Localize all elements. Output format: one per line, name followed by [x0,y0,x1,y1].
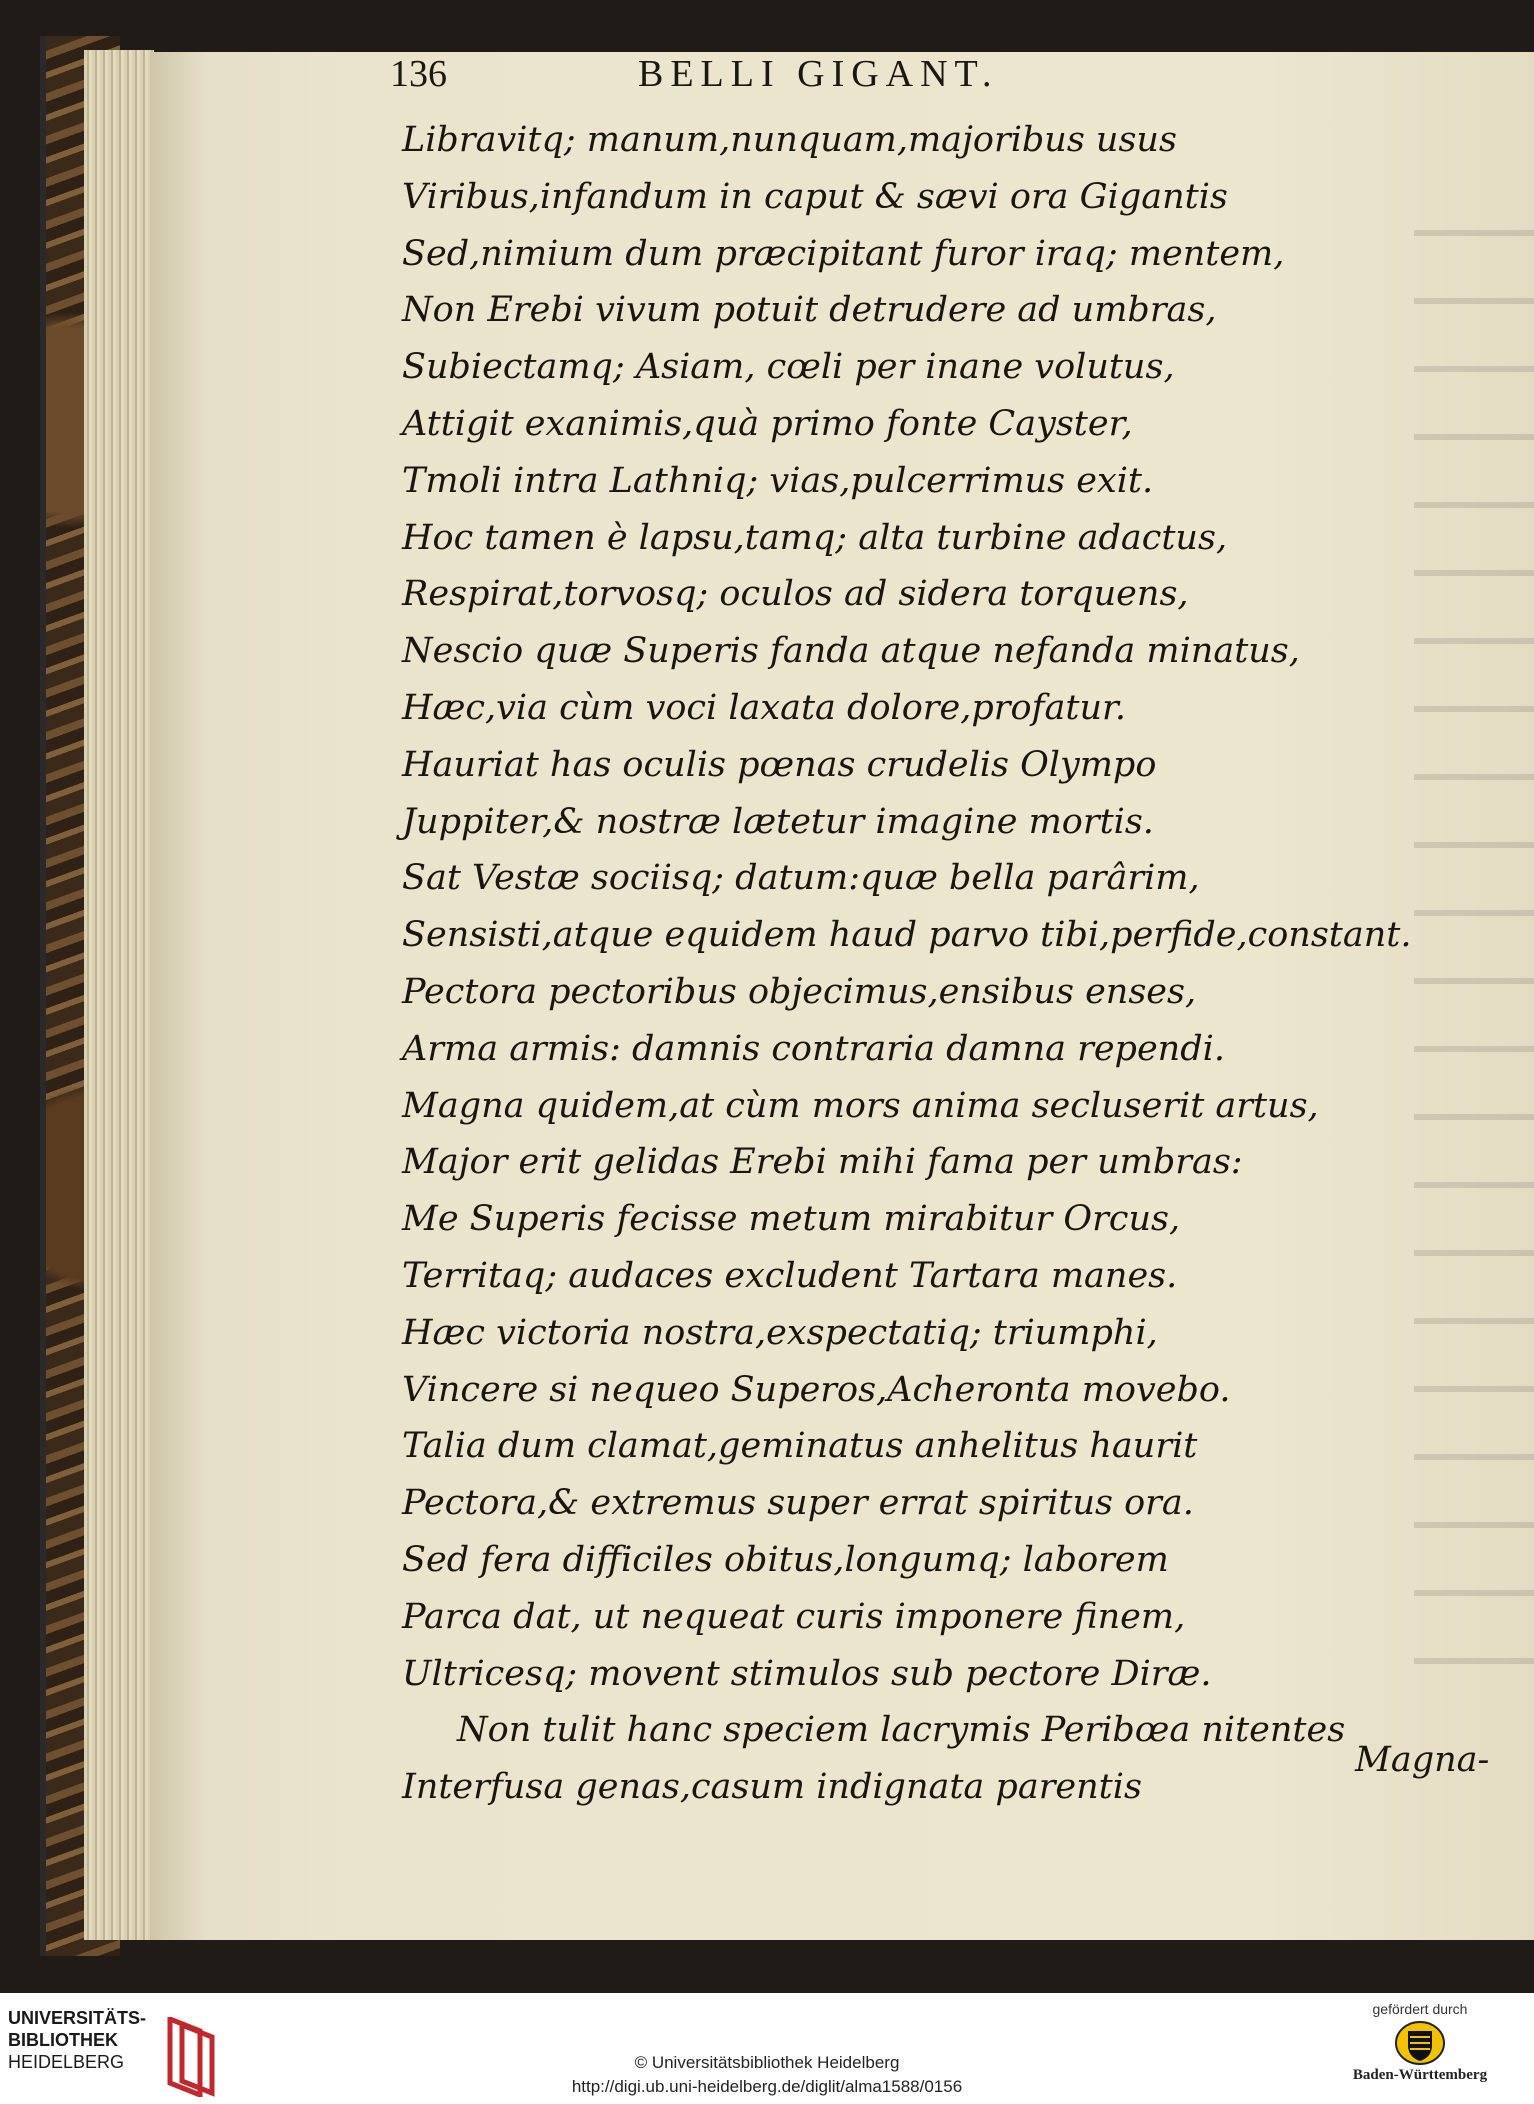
verse-line: Respirat,torvosq; oculos ad sidera torquens, [402,574,1189,615]
library-name-line3: HEIDELBERG [8,2052,125,2072]
verse-line: Ultricesq; movent stimulos sub pectore Diræ. [402,1653,1212,1694]
verse-line: Pectora pectoribus objecimus,ensibus enses, [402,971,1197,1012]
sponsor-block [1320,2001,1520,2101]
footer-bar [0,1993,1534,2104]
verse-line: Libravitq; manum,nunquam,majoribus usus [402,120,1177,160]
library-name-line2: BIBLIOTHEK [8,2030,118,2050]
verse-line: Me Superis fecisse metum mirabitur Orcus, [402,1199,1181,1240]
sponsor-label: gefördert durch [1372,2001,1468,2017]
verse-line: Non tulit hanc speciem lacrymis Peribœa nitentes [457,1710,1346,1751]
verse-line: Vincere si nequeo Superos,Acheronta movebo. [402,1369,1231,1410]
copyright-text: © Universitätsbibliothek Heidelberg [634,2053,900,2072]
running-title: BELLI GIGANT. [638,53,999,95]
verse-line: Nescio quæ Superis fanda atque nefanda minatus, [402,631,1300,672]
library-name-line1: UNIVERSITÄTS- [8,2008,147,2028]
verse-line: Subiectamq; Asiam, cœli per inane volutus, [402,347,1175,388]
verse-line: Non Erebi vivum potuit detrudere ad umbras, [402,290,1217,331]
verse-line: Hauriat has oculis pœnas crudelis Olympo [402,744,1157,785]
verse-line: Tmoli intra Lathniq; vias,pulcerrimus exit. [402,460,1154,501]
verse-line: Magna quidem,at cùm mors anima secluserit artus, [402,1085,1319,1126]
verse-line: Talia dum clamat,geminatus anhelitus haurit [402,1426,1198,1467]
sponsor-name: Baden-Württemberg [1352,2067,1488,2083]
page-number: 136 [390,53,447,95]
coat-of-arms-icon [1395,2021,1445,2065]
verse-line: Sat Vestæ sociisq; datum:quæ bella parârim, [402,858,1200,899]
verse-line: Territaq; audaces excludent Tartara manes. [402,1255,1178,1296]
permalink[interactable]: http://digi.ub.uni-heidelberg.de/diglit/alma1588/0156 [571,2077,963,2096]
verse-line: Hæc victoria nostra,exspectatiq; triumphi, [402,1312,1158,1353]
verse-line: Sed,nimium dum præcipitant furor iraq; mentem, [402,233,1285,274]
verse-line: Arma armis: damnis contraria damna rependi. [402,1028,1225,1069]
verse-line: Attigit exanimis,quà primo fonte Cayster, [402,403,1133,444]
page-edges [84,50,154,1940]
verse-line: Hæc,via cùm voci laxata dolore,profatur. [402,687,1127,728]
verse-line: Parca dat, ut nequeat curis imponere finem, [402,1596,1186,1637]
page-header [390,52,1290,112]
verse-line: Viribus,infandum in caput & sævi ora Gigantis [402,176,1228,217]
verse-line: Sensisti,atque equidem haud parvo tibi,perfide,constant. [402,915,1412,956]
verse-line: Juppiter,& nostræ lætetur imagine mortis. [402,801,1154,842]
verse-line: Sed fera difficiles obitus,longumq; laborem [402,1539,1169,1580]
verse-line: Interfusa genas,casum indignata parentis [402,1767,1142,1808]
verse-line: Pectora,& extremus super errat spiritus ora. [402,1483,1194,1524]
verse-block [402,112,1502,1816]
verse-line: Major erit gelidas Erebi mihi fama per umbras: [402,1142,1243,1183]
verse-line: Hoc tamen è lapsu,tamq; alta turbine adactus, [402,517,1228,558]
catchword: Magna- [1355,1740,1490,1780]
